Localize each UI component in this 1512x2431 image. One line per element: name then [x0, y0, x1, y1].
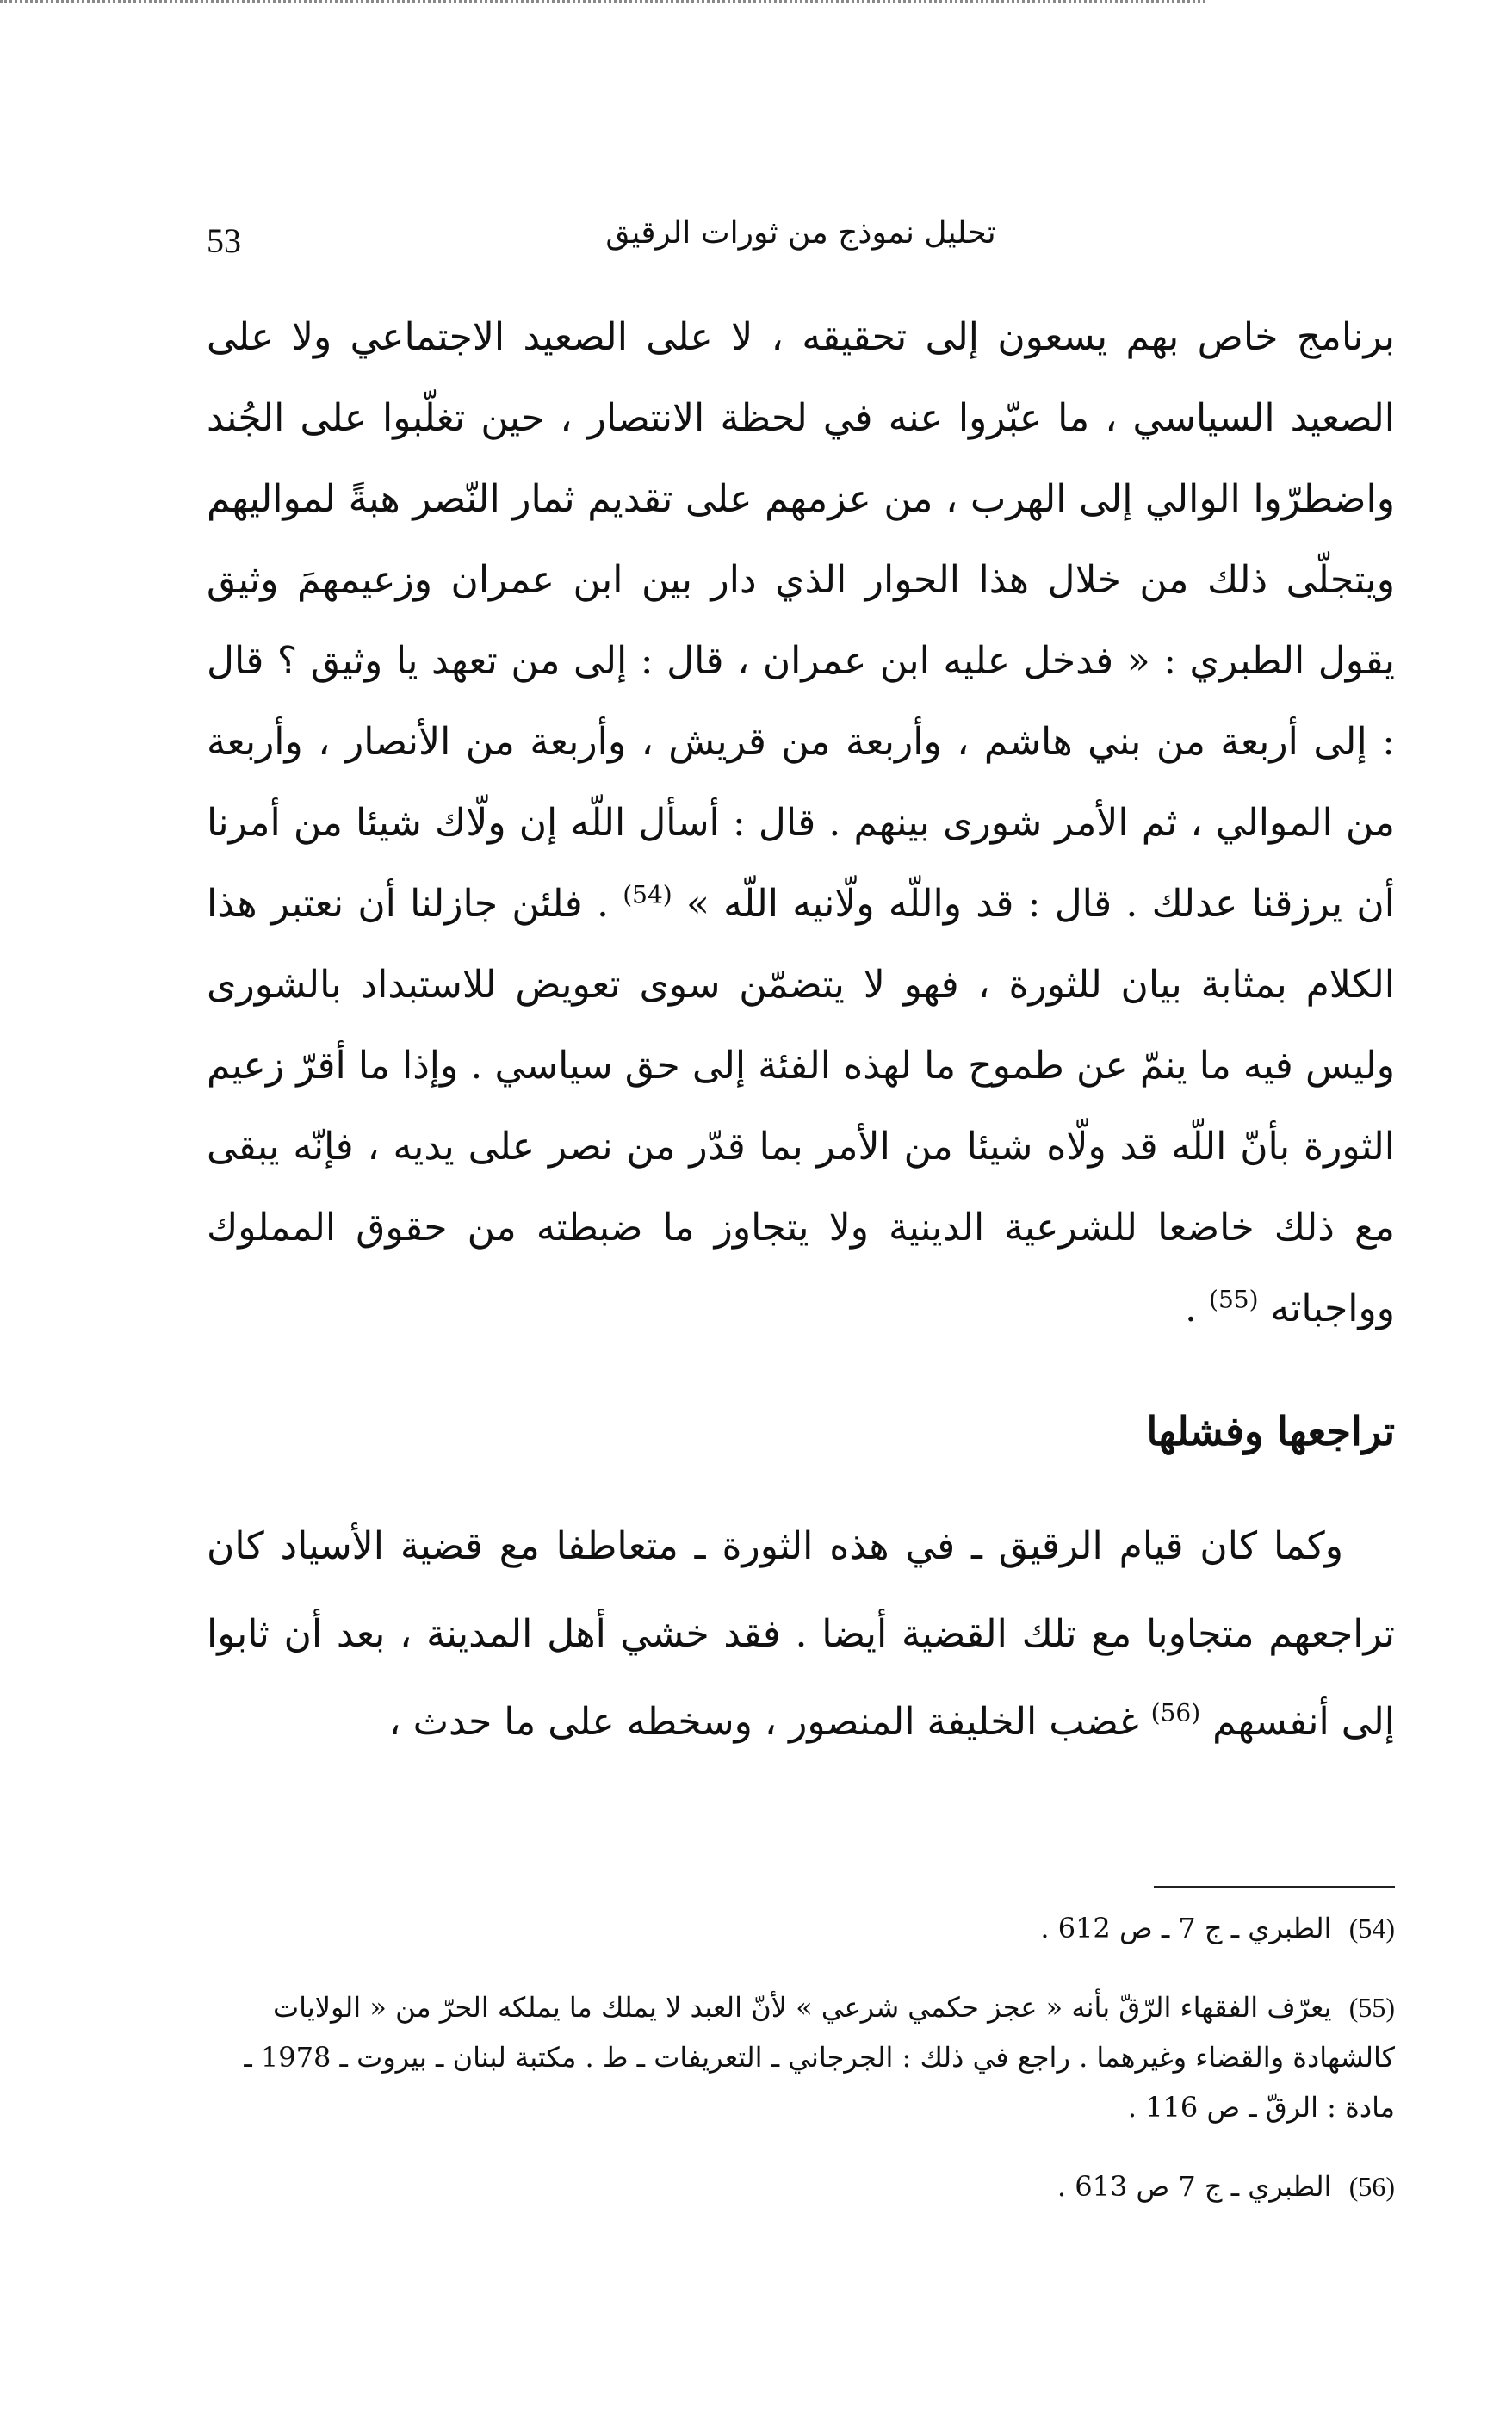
body-paragraph-1	[207, 297, 1395, 1349]
page-header	[207, 215, 1395, 276]
footnotes	[207, 1903, 1395, 2241]
footnote-text: يعرّف الفقهاء الرّقّ بأنه « عجز حكمي شرعي » لأنّ العبد لا يملك ما يملكه الحرّ من « الولايات كالشهادة والقضاء وغيرهما . راجع في ذلك : الجرجاني ـ التعريفات ـ ط . مكتبة لبنان ـ بيروت ـ 1978 ـ مادة : الرقّ ـ ص 116 .	[244, 1991, 1395, 2124]
footnote-55	[207, 1982, 1395, 2132]
footnote-ref-54: (54)	[623, 880, 672, 909]
footnote-text: الطبري ـ ج 7 ـ ص 612 .	[1040, 1912, 1332, 1944]
footnote-text: الطبري ـ ج 7 ص 613 .	[1057, 2170, 1332, 2203]
page-number: 53	[207, 221, 241, 260]
paragraph-1-text-b: . فلئن جازلنا أن نعتبر هذا الكلام بمثابة بيان للثورة ، فهو لا يتضمّن سوى تعويض للاستبداد بالشورى وليس فيه ما ينمّ عن طموح ما لهذه الفئة إلى حق سياسي . وإذا ما أقرّ زعيم الثورة بأنّ اللّه قد ولّاه شيئا من الأمر بما قدّر من نصر على يديه ، فإنّه يبقى مع ذلك خاضعا للشرعية الدينية ولا يتجاوز ما ضبطته من حقوق المملوك وواجباته	[207, 882, 1395, 1330]
footnote-ref-56: (56)	[1150, 1698, 1201, 1727]
body-paragraph-2	[207, 1503, 1395, 1766]
footnote-number: (55)	[1348, 1992, 1395, 2023]
section-heading: تراجعها وفشلها	[1146, 1408, 1395, 1454]
running-title: تحليل نموذج من ثورات الرقيق	[605, 215, 996, 251]
footnote-number: (56)	[1348, 2171, 1395, 2202]
footnote-ref-55: (55)	[1209, 1285, 1259, 1314]
footnote-divider	[1154, 1886, 1395, 1888]
paragraph-2-text-b: غضب الخليفة المنصور ، وسخطه على ما حدث ،	[388, 1700, 1139, 1744]
paragraph-1-text-c: .	[1185, 1287, 1198, 1330]
top-scan-rule	[0, 0, 1205, 9]
footnote-56	[207, 2161, 1395, 2211]
paragraph-2-text-a: وكما كان قيام الرقيق ـ في هذه الثورة ـ متعاطفا مع قضية الأسياد كان تراجعهم متجاوبا مع تلك القضية أيضا . فقد خشي أهل المدينة ، بعد أن ثابوا إلى أنفسهم	[207, 1524, 1395, 1744]
footnote-54	[207, 1903, 1395, 1953]
footnote-number: (54)	[1348, 1913, 1395, 1944]
paragraph-1-text-a: برنامج خاص بهم يسعون إلى تحقيقه ، لا على الصعيد الاجتماعي ولا على الصعيد السياسي ، ما عبّروا عنه في لحظة الانتصار ، حين تغلّبوا على الجُند واضطرّوا الوالي إلى الهرب ، من عزمهم على تقديم ثمار النّصر هبةً لمواليهم ويتجلّى ذلك من خلال هذا الحوار الذي دار بين ابن عمران وزعيمهمَ وثيق يقول الطبري : « فدخل عليه ابن عمران ، قال : إلى من تعهد يا وثيق ؟ قال : إلى أربعة من بني هاشم ، وأربعة من قريش ، وأربعة من الأنصار ، وأربعة من الموالي ، ثم الأمر شورى بينهم . قال : أسأل اللّه إن ولّاك شيئا من أمرنا أن يرزقنا عدلك . قال : قد واللّه ولّانيه اللّه »	[207, 315, 1395, 926]
